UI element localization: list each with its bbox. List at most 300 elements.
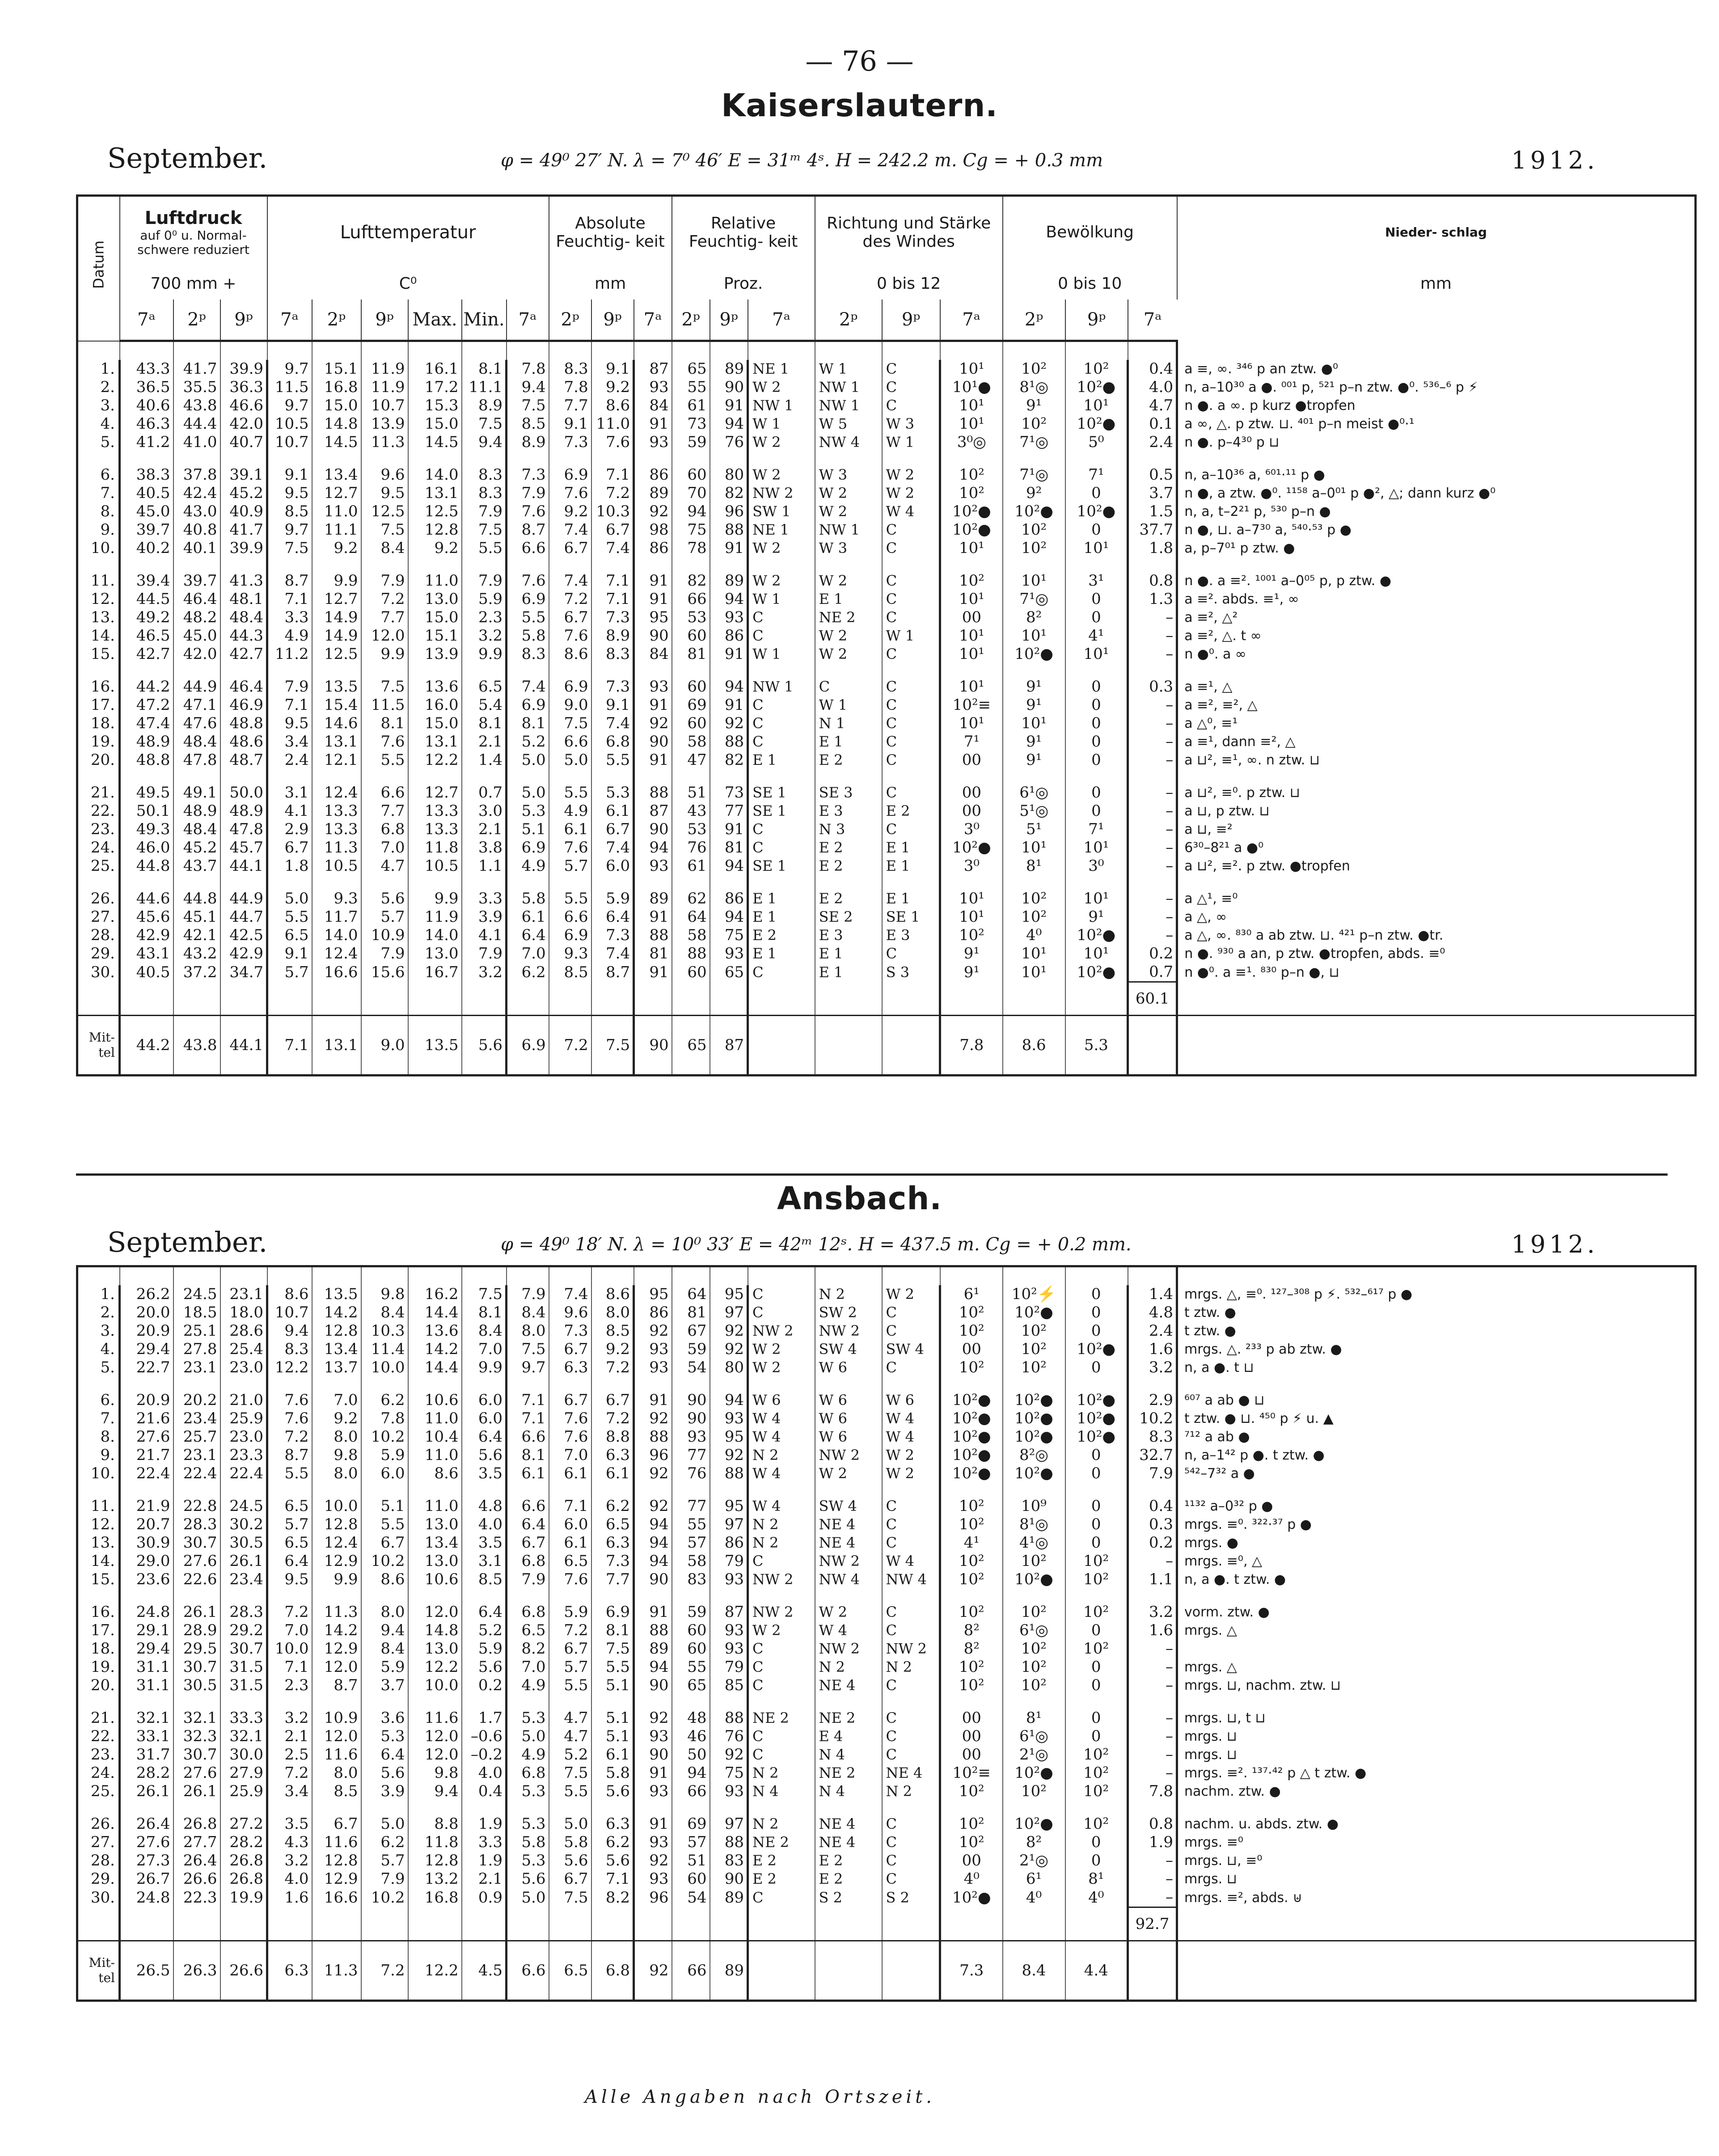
temp-9p-cell: 5.6 <box>361 1764 408 1782</box>
temp-min-cell: 1.9 <box>462 1852 507 1870</box>
temp-min-cell: 6.5 <box>462 678 507 696</box>
cloud-7a-cell: 00 <box>940 608 1003 627</box>
spacer-cell <box>815 875 882 890</box>
temp-9p-cell: 5.7 <box>361 908 408 926</box>
abs-hum-9p-cell: 6.3 <box>591 1534 634 1552</box>
pressure-2p-cell: 25.1 <box>173 1322 220 1340</box>
cloud-7a-cell: 4¹ <box>940 1534 1003 1552</box>
column-header-9: 9ᵖ <box>361 300 408 341</box>
abs-hum-7a-mean-cell: 6.6 <box>507 1941 549 2001</box>
abs-hum-7a-cell: 6.1 <box>507 908 549 926</box>
wind-2p-cell: E 4 <box>815 1727 882 1746</box>
abs-feuchtigkeit-header: Absolute Feuchtig- keit <box>549 196 672 269</box>
table-row <box>77 484 1696 502</box>
temp-7a-cell: 2.5 <box>267 1746 312 1764</box>
spacer-cell <box>1003 1801 1065 1815</box>
remarks-cell: a ∞, △. p ztw. ⊔. ⁴⁰¹ p–n meist ●⁰·¹ <box>1177 415 1696 433</box>
spacer-cell <box>1003 875 1065 890</box>
rel-hum-2p-cell: 59 <box>672 433 710 451</box>
cloud-9p-cell: 10²● <box>1065 926 1128 945</box>
abs-hum-7a-cell: 6.9 <box>507 696 549 714</box>
cloud-9p-cell: 0 <box>1065 1322 1128 1340</box>
pressure-9p-cell: 48.4 <box>220 608 267 627</box>
remarks-cell: a ⊔, p ztw. ⊔ <box>1177 802 1696 820</box>
pressure-7a-cell: 20.9 <box>120 1322 173 1340</box>
temp-min-cell: 6.0 <box>462 1391 507 1409</box>
temp-max-cell: 13.6 <box>408 1322 462 1340</box>
wind-2p-cell: E 1 <box>815 963 882 982</box>
pressure-2p-cell: 41.0 <box>173 433 220 451</box>
wind-7a-cell: C <box>748 1676 815 1695</box>
remarks-cell: n, a–10³⁰ a ●. ⁰⁰¹ p, ⁵²¹ p–n ztw. ●⁰. ⁵³⁶–⁶ p ⚡ <box>1177 378 1696 397</box>
pressure-9p-cell: 23.0 <box>220 1428 267 1446</box>
spacer-cell <box>267 875 312 890</box>
spacer-cell <box>672 1266 710 1286</box>
rel-hum-9p-cell: 86 <box>710 627 748 645</box>
temp-2p-cell: 13.4 <box>312 466 361 484</box>
cloud-9p-cell: 7¹ <box>1065 466 1128 484</box>
pressure-9p-cell: 34.7 <box>220 963 267 982</box>
weather-table-ansbach <box>76 1265 1697 2002</box>
temp-7a-cell: 3.2 <box>267 1709 312 1727</box>
precip-cell: 4.0 <box>1128 378 1177 397</box>
temp-max-cell: 15.0 <box>408 608 462 627</box>
temp-2p-cell: 14.2 <box>312 1304 361 1322</box>
pressure-9p-cell: 28.3 <box>220 1603 267 1621</box>
wind-2p-cell: NW 2 <box>815 1446 882 1464</box>
wind-9p-cell: C <box>882 820 940 839</box>
rel-hum-2p-cell: 55 <box>672 378 710 397</box>
rel-hum-9p-mean-cell: 89 <box>710 1941 748 2001</box>
rel-hum-9p-cell: 80 <box>710 1359 748 1377</box>
pressure-7a-cell: 40.5 <box>120 484 173 502</box>
table-row <box>77 378 1696 397</box>
spacer-cell <box>1177 875 1696 890</box>
remarks-cell: a ≡². abds. ≡¹, ∞ <box>1177 590 1696 608</box>
column-header-max: Max. <box>408 300 462 341</box>
column-header-2: 2ᵖ <box>312 300 361 341</box>
temp-2p-cell: 15.1 <box>312 360 361 378</box>
cloud-2p-cell: 10² <box>1003 415 1065 433</box>
spacer-cell <box>940 769 1003 784</box>
spacer-cell <box>220 451 267 466</box>
remarks-cell: vorm. ztw. ● <box>1177 1603 1696 1621</box>
abs-hum-7a-cell: 8.0 <box>507 1322 549 1340</box>
temp-9p-cell: 5.3 <box>361 1727 408 1746</box>
pressure-7a-cell: 49.2 <box>120 608 173 627</box>
abs-hum-7a-cell: 6.8 <box>507 1603 549 1621</box>
rel-hum-7a-cell: 86 <box>634 539 672 557</box>
pressure-9p-cell: 39.9 <box>220 539 267 557</box>
temp-2p-cell: 12.4 <box>312 945 361 963</box>
cloud-9p-cell: 10² <box>1065 1552 1128 1570</box>
abs-hum-9p-cell: 6.2 <box>591 1833 634 1852</box>
wind-7a-cell: N 2 <box>748 1446 815 1464</box>
pressure-7a-cell: 32.1 <box>120 1709 173 1727</box>
rel-hum-2p-cell: 78 <box>672 539 710 557</box>
remarks-cell: mrgs. ⊔, nachm. ztw. ⊔ <box>1177 1676 1696 1695</box>
rel-hum-2p-cell: 66 <box>672 590 710 608</box>
rel-hum-2p-cell: 90 <box>672 1391 710 1409</box>
abs-hum-9p-cell: 7.7 <box>591 1570 634 1589</box>
temp-7a-mean-cell: 6.3 <box>267 1941 312 2001</box>
precip-cell: 0.3 <box>1128 678 1177 696</box>
remarks-cell: mrgs. ≡⁰. ³²²·³⁷ p ● <box>1177 1515 1696 1534</box>
abs-hum-9p-cell: 7.5 <box>591 1640 634 1658</box>
table-row <box>77 1764 1696 1782</box>
wind-9p-cell: SE 1 <box>882 908 940 926</box>
spacer-cell <box>507 1377 549 1391</box>
rel-hum-9p-mean-cell: 87 <box>710 1016 748 1076</box>
temp-max-cell: 12.8 <box>408 521 462 539</box>
cloud-2p-cell: 10² <box>1003 890 1065 908</box>
temp-max-cell: 13.9 <box>408 645 462 663</box>
cloud-7a-cell: 10² <box>940 1815 1003 1833</box>
wind-7a-cell: NW 1 <box>748 678 815 696</box>
temp-7a-cell: 7.2 <box>267 1603 312 1621</box>
spacer-cell <box>815 1695 882 1709</box>
pressure-9p-cell: 26.8 <box>220 1870 267 1888</box>
spacer-cell <box>748 1801 815 1815</box>
temp-2p-cell: 11.3 <box>312 839 361 857</box>
temp-max-cell: 13.3 <box>408 802 462 820</box>
abs-hum-9p-cell: 5.1 <box>591 1676 634 1695</box>
wind-9p-cell: C <box>882 1852 940 1870</box>
pressure-7a-cell: 27.3 <box>120 1852 173 1870</box>
day-cell: 1. <box>77 360 120 378</box>
station-title-kaiserslautern: Kaiserslautern. <box>721 87 998 124</box>
cloud-9p-cell: 0 <box>1065 696 1128 714</box>
cloud-7a-cell: 7¹ <box>940 733 1003 751</box>
pressure-7a-cell: 43.3 <box>120 360 173 378</box>
spacer-cell <box>882 1589 940 1603</box>
spacer-cell <box>77 1266 120 1286</box>
wind-7a-cell: W 2 <box>748 433 815 451</box>
spacer-cell <box>1177 1589 1696 1603</box>
temp-min-cell: 3.1 <box>462 1552 507 1570</box>
day-cell: 8. <box>77 1428 120 1446</box>
spacer-cell <box>77 769 120 784</box>
rel-hum-2p-cell: 60 <box>672 1640 710 1658</box>
table-row <box>77 1340 1696 1359</box>
abs-hum-2p-cell: 8.3 <box>549 360 591 378</box>
station-coordinates: φ = 49⁰ 27′ N. λ = 7⁰ 46′ E = 31ᵐ 4ˢ. H = 242.2 m. Cg = + 0.3 mm <box>501 150 1103 171</box>
cloud-7a-cell: 00 <box>940 1746 1003 1764</box>
cloud-2p-cell: 5¹◎ <box>1003 802 1065 820</box>
pressure-9p-cell: 24.5 <box>220 1497 267 1515</box>
spacer-cell <box>462 557 507 572</box>
spacer-cell <box>549 982 591 1016</box>
temp-9p-cell: 5.6 <box>361 890 408 908</box>
spacer-cell <box>748 769 815 784</box>
spacer-cell <box>1003 1695 1065 1709</box>
temp-min-cell: 5.6 <box>462 1446 507 1464</box>
abs-hum-7a-cell: 8.1 <box>507 1446 549 1464</box>
temp-min-cell: 1.1 <box>462 857 507 875</box>
abs-hum-2p-cell: 6.0 <box>549 1515 591 1534</box>
remarks-cell: ⁶⁰⁷ a ab ● ⊔ <box>1177 1391 1696 1409</box>
pressure-7a-cell: 20.7 <box>120 1515 173 1534</box>
spacer-cell <box>882 769 940 784</box>
temp-min-cell: 8.3 <box>462 484 507 502</box>
day-cell: 25. <box>77 857 120 875</box>
wind-7a-cell: W 2 <box>748 466 815 484</box>
day-cell: 5. <box>77 1359 120 1377</box>
rel-hum-9p-cell: 94 <box>710 857 748 875</box>
cloud-9p-cell: 0 <box>1065 802 1128 820</box>
table-row <box>77 1833 1696 1852</box>
day-cell: 23. <box>77 1746 120 1764</box>
wind-2p-cell: W 2 <box>815 645 882 663</box>
temp-9p-cell: 7.8 <box>361 1409 408 1428</box>
wind-9p-cell: C <box>882 1815 940 1833</box>
column-header-min: Min. <box>462 300 507 341</box>
spacer-cell <box>1128 451 1177 466</box>
wind-9p-mean-cell <box>882 1941 940 2001</box>
page-number: — 76 — <box>805 45 914 77</box>
day-cell: 30. <box>77 963 120 982</box>
spacer-cell <box>815 1483 882 1497</box>
cloud-2p-cell: 10¹ <box>1003 572 1065 590</box>
temp-7a-cell: 9.5 <box>267 1570 312 1589</box>
remarks-cell: mrgs. ≡². ¹³⁷·⁴² p △ t ztw. ● <box>1177 1764 1696 1782</box>
precip-sum-cell: 60.1 <box>1128 982 1177 1016</box>
temp-max-cell: 16.0 <box>408 696 462 714</box>
cloud-7a-cell: 10² <box>940 1322 1003 1340</box>
spacer-cell <box>1177 663 1696 678</box>
day-cell: 24. <box>77 1764 120 1782</box>
rel-hum-7a-cell: 93 <box>634 1782 672 1801</box>
table-row <box>77 1428 1696 1446</box>
lufttemperatur-header: Lufttemperatur <box>267 196 549 269</box>
temp-min-cell: 2.1 <box>462 1870 507 1888</box>
spacer-cell <box>77 663 120 678</box>
spacer-cell <box>591 1377 634 1391</box>
spacer-cell <box>672 1801 710 1815</box>
temp-2p-cell: 9.3 <box>312 890 361 908</box>
spacer-cell <box>408 1695 462 1709</box>
temp-9p-cell: 10.2 <box>361 1888 408 1907</box>
wind-9p-cell: C <box>882 945 940 963</box>
temp-2p-cell: 9.9 <box>312 1570 361 1589</box>
pressure-9p-cell: 48.8 <box>220 714 267 733</box>
cloud-9p-cell: 10² <box>1065 1815 1128 1833</box>
wind-2p-cell: E 2 <box>815 839 882 857</box>
spacer-cell <box>1065 341 1128 360</box>
temp-9p-cell: 5.7 <box>361 1852 408 1870</box>
abs-hum-7a-cell: 9.4 <box>507 378 549 397</box>
rel-hum-2p-cell: 60 <box>672 963 710 982</box>
temp-min-cell: 4.0 <box>462 1764 507 1782</box>
spacer-cell <box>1003 1907 1065 1941</box>
wind-9p-cell: C <box>882 1676 940 1695</box>
spacer-cell <box>462 1801 507 1815</box>
wind-9p-cell: C <box>882 1709 940 1727</box>
pressure-9p-cell: 31.5 <box>220 1676 267 1695</box>
rel-hum-7a-cell: 89 <box>634 890 672 908</box>
spacer-cell <box>1177 1483 1696 1497</box>
table-row <box>77 751 1696 769</box>
temp-9p-cell: 6.4 <box>361 1746 408 1764</box>
wind-7a-cell: C <box>748 1285 815 1304</box>
wind-9p-cell: W 1 <box>882 433 940 451</box>
day-cell: 21. <box>77 1709 120 1727</box>
temp-2p-cell: 12.4 <box>312 784 361 802</box>
abs-hum-7a-cell: 8.5 <box>507 415 549 433</box>
pressure-2p-cell: 20.2 <box>173 1391 220 1409</box>
column-header-7: 7ᵃ <box>120 300 173 341</box>
abs-hum-2p-cell: 6.9 <box>549 926 591 945</box>
cloud-2p-cell: 9¹ <box>1003 678 1065 696</box>
cloud-7a-cell: 10²● <box>940 1888 1003 1907</box>
rel-hum-9p-cell: 76 <box>710 433 748 451</box>
wind-7a-cell: W 4 <box>748 1497 815 1515</box>
remarks-cell: nachm. ztw. ● <box>1177 1782 1696 1801</box>
temp-2p-cell: 13.5 <box>312 678 361 696</box>
spacer-cell <box>815 1377 882 1391</box>
rel-hum-7a-cell: 91 <box>634 751 672 769</box>
rel-hum-2p-cell: 53 <box>672 608 710 627</box>
temp-7a-cell: 8.7 <box>267 572 312 590</box>
spacer-cell <box>507 1266 549 1286</box>
spacer-cell <box>1065 557 1128 572</box>
wind-7a-cell: C <box>748 696 815 714</box>
temp-2p-cell: 11.7 <box>312 908 361 926</box>
abs-hum-2p-cell: 6.7 <box>549 1870 591 1888</box>
pressure-2p-cell: 47.8 <box>173 751 220 769</box>
precip-cell: 37.7 <box>1128 521 1177 539</box>
pressure-2p-cell: 45.2 <box>173 839 220 857</box>
temp-min-cell: 8.4 <box>462 1322 507 1340</box>
wind-7a-cell: C <box>748 1746 815 1764</box>
spacer-cell <box>173 1907 220 1941</box>
temp-min-cell: 11.1 <box>462 378 507 397</box>
abs-hum-7a-cell: 8.3 <box>507 645 549 663</box>
rel-hum-2p-cell: 54 <box>672 1359 710 1377</box>
mean-row <box>77 1941 1696 2001</box>
rel-hum-2p-cell: 77 <box>672 1497 710 1515</box>
cloud-9p-cell: 10² <box>1065 1782 1128 1801</box>
wind-7a-cell: W 1 <box>748 590 815 608</box>
spacer-cell <box>1065 1266 1128 1286</box>
cloud-2p-cell: 10²● <box>1003 1428 1065 1446</box>
cloud-9p-cell: 10²● <box>1065 1391 1128 1409</box>
day-cell: 23. <box>77 820 120 839</box>
rel-hum-9p-cell: 93 <box>710 945 748 963</box>
spacer-cell <box>748 1266 815 1286</box>
temp-min-cell: 7.9 <box>462 572 507 590</box>
pressure-2p-cell: 18.5 <box>173 1304 220 1322</box>
temp-min-cell: 7.5 <box>462 1285 507 1304</box>
remarks-cell: a △, ∞ <box>1177 908 1696 926</box>
spacer-cell <box>1177 1801 1696 1815</box>
temp-max-cell: 13.0 <box>408 1640 462 1658</box>
pressure-2p-cell: 26.6 <box>173 1870 220 1888</box>
pressure-7a-cell: 49.5 <box>120 784 173 802</box>
table-row <box>77 502 1696 521</box>
cloud-2p-cell: 9² <box>1003 484 1065 502</box>
remarks-mean-cell <box>1177 1941 1696 2001</box>
remarks-cell: a ≡², △² <box>1177 608 1696 627</box>
remarks-cell: n ●. ⁹³⁰ a an, p ztw. ●tropfen, abds. ≡⁰ <box>1177 945 1696 963</box>
abs-hum-7a-mean-cell: 6.9 <box>507 1016 549 1076</box>
spacer-cell <box>120 1589 173 1603</box>
spacer-cell <box>507 982 549 1016</box>
rel-hum-9p-cell: 91 <box>710 696 748 714</box>
rel-hum-7a-cell: 91 <box>634 696 672 714</box>
rel-hum-2p-mean-cell: 65 <box>672 1016 710 1076</box>
spacer-cell <box>312 1589 361 1603</box>
cloud-2p-cell: 9¹ <box>1003 696 1065 714</box>
rel-hum-7a-cell: 90 <box>634 820 672 839</box>
rel-hum-9p-cell: 91 <box>710 645 748 663</box>
temp-9p-cell: 5.0 <box>361 1815 408 1833</box>
spacer-cell <box>1177 341 1696 360</box>
temp-7a-cell: 6.4 <box>267 1552 312 1570</box>
cloud-7a-cell: 10² <box>940 1782 1003 1801</box>
rel-hum-9p-cell: 86 <box>710 1534 748 1552</box>
pressure-9p-cell: 46.6 <box>220 397 267 415</box>
rel-hum-7a-cell: 91 <box>634 415 672 433</box>
precip-cell: – <box>1128 1676 1177 1695</box>
spacer-cell <box>591 1589 634 1603</box>
pressure-7a-cell: 21.7 <box>120 1446 173 1464</box>
spacer-cell <box>710 1266 748 1286</box>
spacer-cell <box>361 875 408 890</box>
wind-7a-cell: W 2 <box>748 378 815 397</box>
pressure-7a-cell: 20.9 <box>120 1391 173 1409</box>
temp-9p-cell: 9.5 <box>361 484 408 502</box>
wind-2p-cell: SW 2 <box>815 1304 882 1322</box>
wind-9p-cell: C <box>882 1515 940 1534</box>
precip-mean-cell <box>1128 1941 1177 2001</box>
wind-9p-cell: E 2 <box>882 802 940 820</box>
remarks-cell: mrgs. △. ²³³ p ab ztw. ● <box>1177 1340 1696 1359</box>
temp-9p-cell: 6.0 <box>361 1464 408 1483</box>
table-row <box>77 1497 1696 1515</box>
year-label: 1912. <box>1511 1230 1598 1258</box>
wind-9p-cell: C <box>882 733 940 751</box>
temp-max-cell: 13.0 <box>408 945 462 963</box>
spacer-cell <box>1128 663 1177 678</box>
spacer-cell <box>1065 1589 1128 1603</box>
rel-hum-2p-cell: 55 <box>672 1515 710 1534</box>
wind-7a-cell: C <box>748 963 815 982</box>
cloud-9p-cell: 10²● <box>1065 1428 1128 1446</box>
spacer-cell <box>408 451 462 466</box>
cloud-7a-cell: 10² <box>940 484 1003 502</box>
spacer-cell <box>361 451 408 466</box>
pressure-7a-cell: 26.7 <box>120 1870 173 1888</box>
temp-min-cell: 3.3 <box>462 1833 507 1852</box>
temp-2p-cell: 12.8 <box>312 1515 361 1534</box>
precip-sum-cell: 92.7 <box>1128 1907 1177 1941</box>
pressure-7a-cell: 40.2 <box>120 539 173 557</box>
temp-9p-cell: 11.4 <box>361 1340 408 1359</box>
remarks-cell: nachm. u. abds. ztw. ● <box>1177 1815 1696 1833</box>
abs-hum-2p-cell: 7.2 <box>549 590 591 608</box>
day-cell: 27. <box>77 1833 120 1852</box>
pressure-7a-cell: 46.5 <box>120 627 173 645</box>
abs-hum-2p-cell: 6.9 <box>549 678 591 696</box>
table-row <box>77 1727 1696 1746</box>
temp-9p-cell: 9.9 <box>361 645 408 663</box>
temp-9p-cell: 10.9 <box>361 926 408 945</box>
pressure-2p-cell: 47.1 <box>173 696 220 714</box>
spacer-cell <box>120 663 173 678</box>
wind-2p-cell: E 1 <box>815 733 882 751</box>
day-cell: 2. <box>77 378 120 397</box>
